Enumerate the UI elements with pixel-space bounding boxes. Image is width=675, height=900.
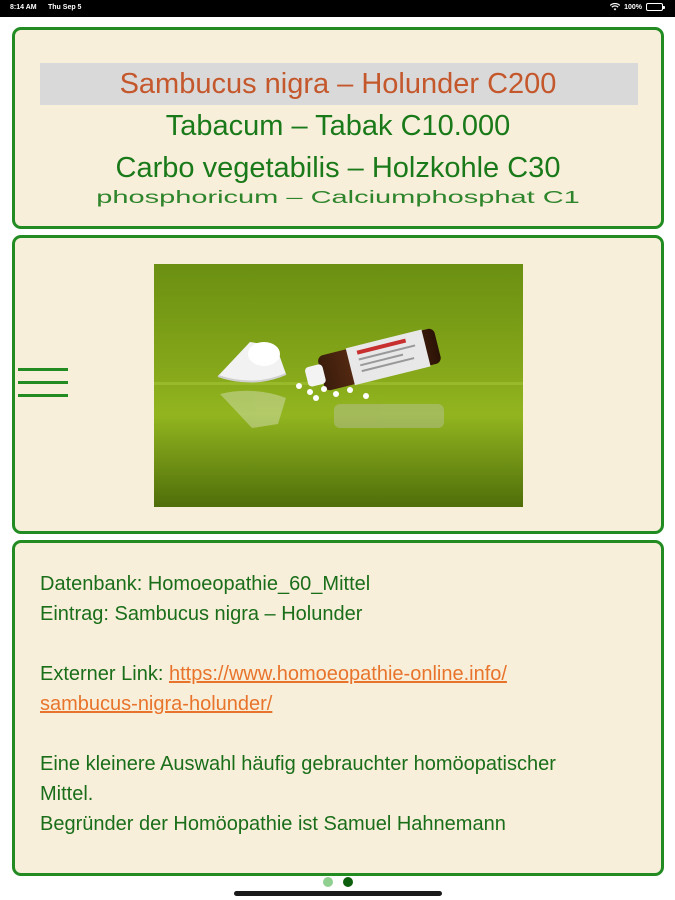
- hamburger-menu-icon[interactable]: [18, 368, 70, 402]
- info-panel: [12, 540, 664, 876]
- page-dot-active[interactable]: [343, 877, 353, 887]
- description-line: Eine kleinere Auswahl häufig gebrauchter homöopatischer: [40, 753, 556, 775]
- entry-line: Eintrag: Sambucus nigra – Holunder: [40, 603, 363, 625]
- status-date: Thu Sep 5: [48, 4, 82, 11]
- database-line: Datenbank: Homoeopathie_60_Mittel: [40, 573, 371, 595]
- info-text: [40, 569, 640, 839]
- external-link[interactable]: https://www.homoeopathie-online.info/: [168, 663, 507, 685]
- image-panel: [12, 235, 664, 534]
- description-line: Begründer der Homöopathie ist Samuel Hahnemann: [40, 813, 506, 835]
- external-link-label: Externer Link:: [40, 663, 169, 685]
- home-indicator[interactable]: [234, 891, 442, 896]
- remedy-picker[interactable]: [12, 27, 664, 229]
- picker-item[interactable]: Carbo vegetabilis – Holzkohle C30: [115, 152, 561, 184]
- wifi-icon: [610, 3, 620, 11]
- external-link-line: [40, 659, 640, 689]
- status-right: [610, 3, 663, 11]
- status-bar: [0, 0, 675, 17]
- status-time: 8:14 AM: [10, 4, 37, 11]
- remedy-photo: [154, 264, 523, 507]
- page-indicator[interactable]: [0, 877, 675, 887]
- external-link-line-2: [40, 689, 640, 719]
- description-line: Mittel.: [40, 783, 94, 805]
- battery-icon: [646, 3, 663, 11]
- external-link-continued[interactable]: sambucus-nigra-holunder/: [40, 693, 273, 715]
- picker-item[interactable]: Tabacum – Tabak C10.000: [165, 110, 511, 142]
- picker-item[interactable]: phosphoricum – Calciumphosphat C1: [96, 188, 580, 208]
- picker-item-selected[interactable]: Sambucus nigra – Holunder C200: [119, 68, 557, 100]
- page-dot[interactable]: [323, 877, 333, 887]
- battery-percent: 100%: [624, 3, 642, 11]
